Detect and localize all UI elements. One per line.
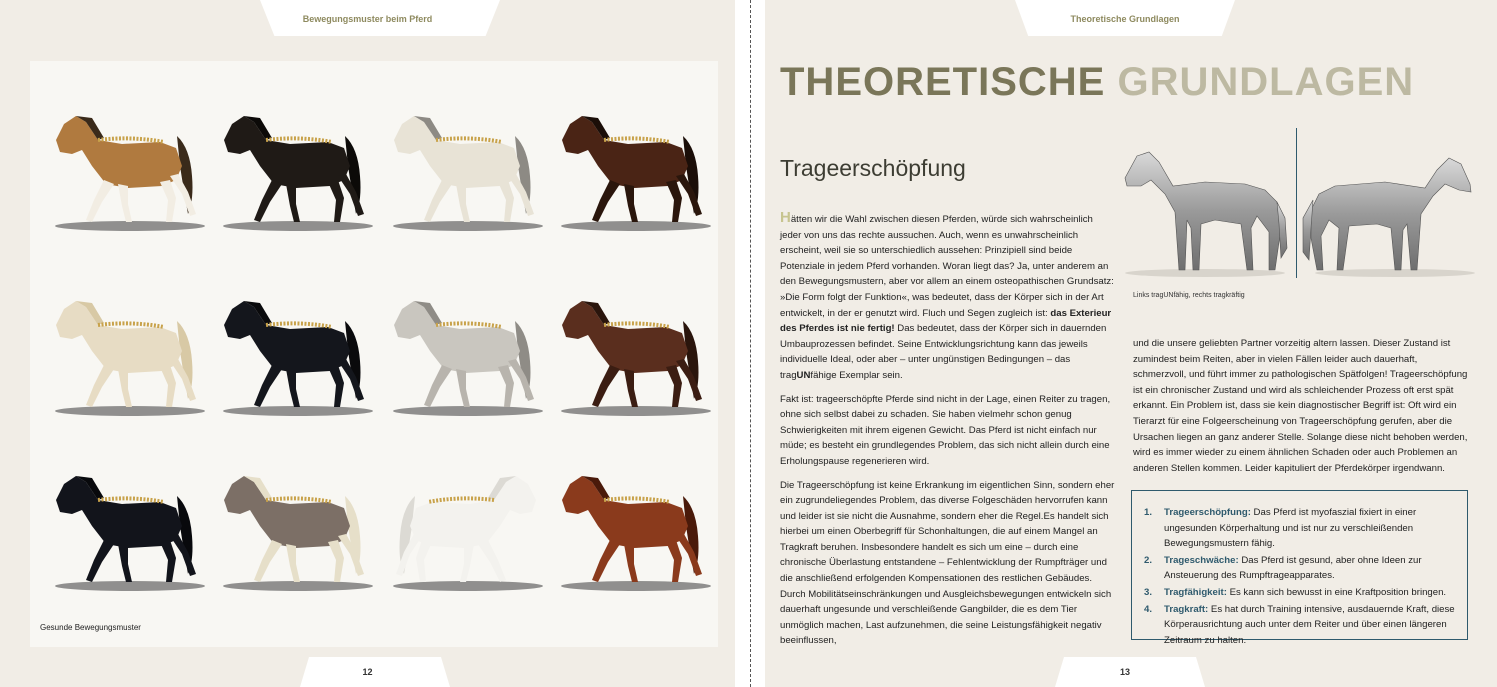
definition-item (1144, 585, 1455, 601)
definition-item (1144, 602, 1455, 649)
page-title (780, 60, 1414, 105)
horse-illustration (380, 281, 550, 421)
figure-caption: Links tragUNfähig, rechts tragkräftig (1133, 292, 1245, 299)
paragraph: Die Trageerschöpfung ist keine Erkrankung im eigentlichen Sinn, sondern eher ein zugrundeliegendes Problem, das diverse Folgeschäden hervorrufen kann und leider ist sie nicht die Ausnahme, sondern eher die Regel.Es handelt sich hierbei um einen Oberbegriff für Schonhaltungen, die auf einem Mangel an Tragkraft beruhen. Insbesondere handelt es sich um eine – durch eine chronische Überlastung entstandene – Fehlentwicklung der Rumpfträger und die anschließend erfolgenden Kompensationen des restlichen Gebäudes. Durch Mobilitätseinschränkungen und Ausgleichsbewegungen entwickeln sich dauerhaft ungesunde und verschleißende Gangbilder, die es dem Tier unmöglich machen, Last aufzunehmen, die seine Leistungsfähigkeit negativ beeinflussen, (780, 479, 1115, 647)
horse-illustration (210, 456, 380, 596)
item-number: 2. (1144, 554, 1153, 566)
item-term: Tragfähigkeit: (1164, 586, 1227, 598)
gutter-line (750, 0, 751, 687)
comparison-horses-image (1115, 128, 1483, 278)
horse-illustration (548, 281, 718, 421)
section-heading: Trageerschöpfung (780, 155, 966, 181)
definition-item (1144, 505, 1455, 552)
definitions-box (1131, 490, 1468, 646)
item-number: 4. (1144, 603, 1153, 615)
horse-illustration (42, 456, 212, 596)
horse-illustration (210, 281, 380, 421)
item-term: Tragkraft: (1164, 603, 1209, 615)
item-term: Trageerschöpfung: (1164, 507, 1251, 518)
title-dark: THEORETISCHE (780, 60, 1106, 104)
paragraph: und die unsere geliebten Partner vorzeitig altern lassen. Dieser Zustand ist zumindest beim Reiten, aber in vielen Fällen leider auch dauerhaft, schmerzvoll, und führt immer zu pathologischen Spätfolgen! Trageerschöpfung ist ein chronischer Zustand und wird als schleichender Prozess oft erst spät erkannt. Ein Problem ist, dass sie kein diagnostischer Begriff ist: Oft wird ein Tierarzt für eine Folgeerscheinung von Trageerschöpfung gerufen, aber die Ursachen liegen an ganz anderer Stelle. Solange diese nicht behoben werden, wird es immer wieder zu einem ähnlichen Schaden oder auch Problemen an anderen Stellen kommen. Leider kapituliert der Pferdekörper irgendwann. (1133, 338, 1468, 474)
text-run: Das bedeutet, dass der Körper sich in dauernden Umbauprozessen befindet. Seine Entwicklungsrichtung kann das jeweils individuelle Ideal, oder aber – unter ungünstigen Bedingungen – das trag (780, 323, 1107, 381)
horse-comparison-figure (1115, 128, 1483, 278)
horse-illustration (548, 96, 718, 236)
running-head-left: Bewegungsmuster beim Pferd (302, 14, 433, 24)
horse-illustration (548, 456, 718, 596)
horse-photo-panel (30, 61, 718, 647)
running-head-right: Theoretische Grundlagen (1070, 14, 1180, 24)
figure-divider (1296, 128, 1297, 278)
horse-illustration (42, 96, 212, 236)
text-run: fähige Exemplar sein. (810, 369, 903, 381)
bold-run: UN (796, 369, 811, 381)
item-text: Das Pferd ist myofaszial fixiert in einer ungesunden Körperhaltung und ist nur zu verschleißenden Bewegungsmustern fähig. (1164, 507, 1417, 550)
text-column-1 (780, 210, 1116, 657)
definitions-list (1144, 505, 1455, 648)
item-text: Es hat durch Training intensive, ausdauernde Kraft, diese Körperausrichtung auch unter dem Reiter und über einen längeren Zeitraum zu halten. (1164, 603, 1455, 646)
horse-illustration (380, 456, 550, 596)
paragraph (780, 210, 1116, 384)
page-number-right: 13 (1119, 667, 1130, 677)
horse-illustration (42, 281, 212, 421)
horse-illustration (210, 96, 380, 236)
horse-illustration (380, 96, 550, 236)
text-run: ätten wir die Wahl zwischen diesen Pferden, würde sich wahrscheinlich jeder von uns das rechte aussuchen. Auch, wenn es unwahrscheinlich erscheint, weil sie so unterschiedlich aussehen: Prinzipiell sind beide Potenziale in jedem Pferd vorhanden. Woran liegt das? Ja, unter anderem an den Bewegungsmustern, aber vor allem an einem osteopathischen Grundsatz: »Die Form folgt der Funktion«, was bedeutet, dass der Körper sich in der Art entwickelt, in der er genutzt wird. Fluch und Segen zugleich ist: (780, 214, 1114, 319)
item-number: 1. (1144, 507, 1153, 518)
left-page (0, 0, 735, 687)
item-text: Es kann sich bewusst in eine Kraftposition bringen. (1226, 586, 1447, 598)
drop-cap: H (780, 209, 791, 226)
photo-caption: Gesunde Bewegungsmuster (40, 623, 141, 632)
text-column-2 (1133, 336, 1469, 484)
page-number-left: 12 (362, 667, 373, 677)
title-light: GRUNDLAGEN (1117, 60, 1415, 104)
item-term: Trageschwäche: (1164, 554, 1239, 566)
item-number: 3. (1144, 586, 1153, 598)
bold-run: das Exterieur des Pferdes ist nie fertig! (780, 307, 1112, 335)
definition-item (1144, 553, 1455, 584)
paragraph: Fakt ist: trageerschöpfte Pferde sind nicht in der Lage, einen Reiter zu tragen, ohne sich selbst dabei zu schaden. Sie haben vielmehr schon genug Schwierigkeiten mit ihrem eigenen Gewicht. Das Pferd ist nicht einfach nur müde; es besteht ein grundlegendes Problem, das sich nicht allein durch eine Erholungspause regenerieren wird. (780, 393, 1111, 467)
item-text: Das Pferd ist gesund, aber ohne Ideen zur Ansteuerung des Rumpftrageapparates. (1164, 554, 1422, 582)
